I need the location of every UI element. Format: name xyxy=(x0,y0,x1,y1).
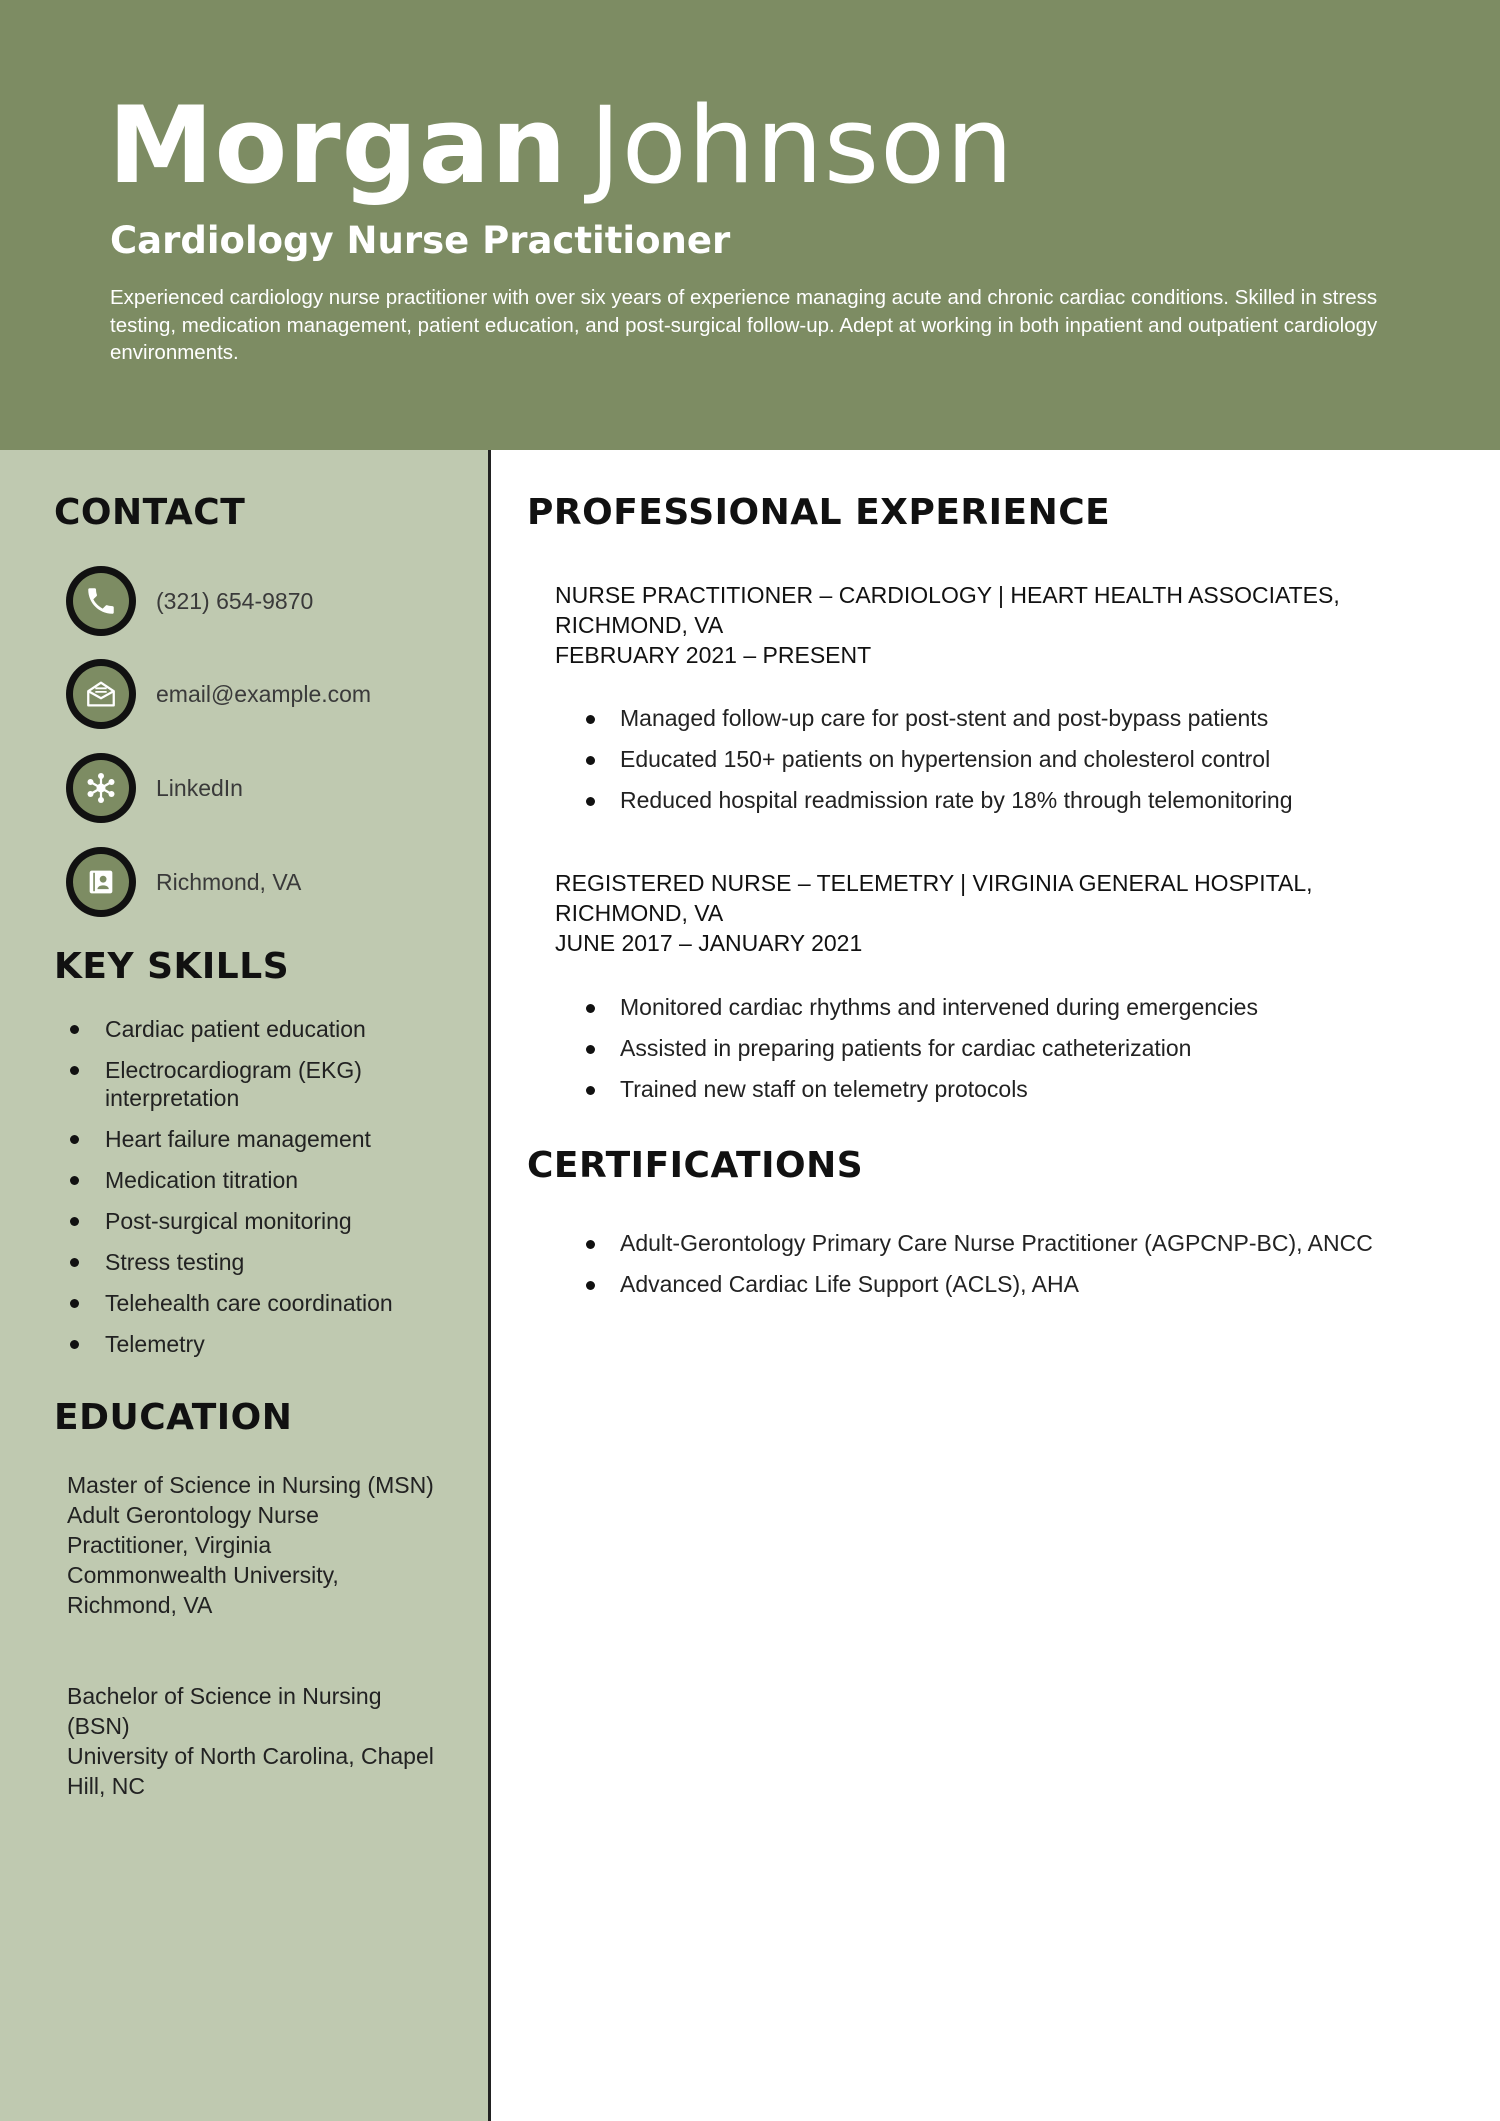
contact-email[interactable] xyxy=(66,658,371,730)
list-item: Managed follow-up care for post-stent and post-bypass patients xyxy=(572,704,1422,733)
contact-location[interactable] xyxy=(66,846,301,918)
list-item: Trained new staff on telemetry protocols xyxy=(572,1075,1422,1104)
degree-name: Bachelor of Science in Nursing (BSN) xyxy=(67,1683,382,1739)
phone-icon xyxy=(66,566,136,636)
certifications-heading: CERTIFICATIONS xyxy=(527,1145,864,1186)
job-dates: JUNE 2017 – JANUARY 2021 xyxy=(555,930,863,956)
location-icon xyxy=(66,847,136,917)
phone-text: (321) 654-9870 xyxy=(156,587,314,614)
job-title-line: REGISTERED NURSE – TELEMETRY | VIRGINIA GENERAL HOSPITAL, RICHMOND, VA xyxy=(555,870,1313,926)
list-item: Reduced hospital readmission rate by 18% through telemonitoring xyxy=(572,786,1422,815)
contact-heading: CONTACT xyxy=(54,492,246,533)
email-text: email@example.com xyxy=(156,680,372,707)
email-icon xyxy=(66,659,136,729)
job-entry-heading xyxy=(555,580,1415,670)
list-item: Heart failure management xyxy=(56,1125,456,1153)
education-entry xyxy=(67,1681,437,1801)
list-item: Telemetry xyxy=(56,1330,456,1358)
list-item: Electrocardiogram (EKG) interpretation xyxy=(56,1056,456,1112)
list-item: Advanced Cardiac Life Support (ACLS), AHA xyxy=(572,1270,1392,1299)
job-entry-heading xyxy=(555,868,1415,958)
header-banner xyxy=(0,0,1500,450)
skills-list xyxy=(56,1015,456,1371)
degree-details: University of North Carolina, Chapel Hill, NC xyxy=(67,1743,434,1799)
contact-linkedin[interactable] xyxy=(66,752,243,824)
last-name: Johnson xyxy=(589,84,1015,207)
degree-details: Adult Gerontology Nurse Practitioner, Virginia Commonwealth University, Richmond, VA xyxy=(67,1502,339,1618)
education-entry xyxy=(67,1470,437,1620)
linkedin-icon xyxy=(66,753,136,823)
experience-heading: PROFESSIONAL EXPERIENCE xyxy=(527,492,1111,533)
education-heading: EDUCATION xyxy=(54,1397,293,1438)
job-bullets xyxy=(572,993,1422,1116)
job-title-line: NURSE PRACTITIONER – CARDIOLOGY | HEART HEALTH ASSOCIATES, RICHMOND, VA xyxy=(555,582,1340,638)
degree-name: Master of Science in Nursing (MSN) xyxy=(67,1472,434,1498)
column-divider xyxy=(488,450,491,2121)
list-item: Telehealth care coordination xyxy=(56,1289,456,1317)
location-text: Richmond, VA xyxy=(156,868,302,895)
certifications-list xyxy=(572,1229,1392,1311)
skills-heading: KEY SKILLS xyxy=(54,946,290,987)
list-item: Medication titration xyxy=(56,1166,456,1194)
job-dates: FEBRUARY 2021 – PRESENT xyxy=(555,642,872,668)
list-item: Stress testing xyxy=(56,1248,456,1276)
job-title: Cardiology Nurse Practitioner xyxy=(110,219,731,262)
list-item: Cardiac patient education xyxy=(56,1015,456,1043)
contact-phone[interactable] xyxy=(66,565,313,637)
linkedin-text: LinkedIn xyxy=(156,774,243,801)
list-item: Post-surgical monitoring xyxy=(56,1207,456,1235)
list-item: Monitored cardiac rhythms and intervened during emergencies xyxy=(572,993,1422,1022)
professional-summary: Experienced cardiology nurse practitioner with over six years of experience managing acute and chronic cardiac conditions. Skilled in stress testing, medication management, patient education, and post-surgical follow-up. Adept at working in both inpatient and outpatient cardiology environments. xyxy=(110,286,1378,364)
list-item: Adult-Gerontology Primary Care Nurse Practitioner (AGPCNP-BC), ANCC xyxy=(572,1229,1392,1258)
job-bullets xyxy=(572,704,1422,827)
list-item: Assisted in preparing patients for cardiac catheterization xyxy=(572,1034,1422,1063)
first-name: Morgan xyxy=(108,84,568,207)
list-item: Educated 150+ patients on hypertension and cholesterol control xyxy=(572,745,1422,774)
candidate-name xyxy=(108,84,1015,207)
